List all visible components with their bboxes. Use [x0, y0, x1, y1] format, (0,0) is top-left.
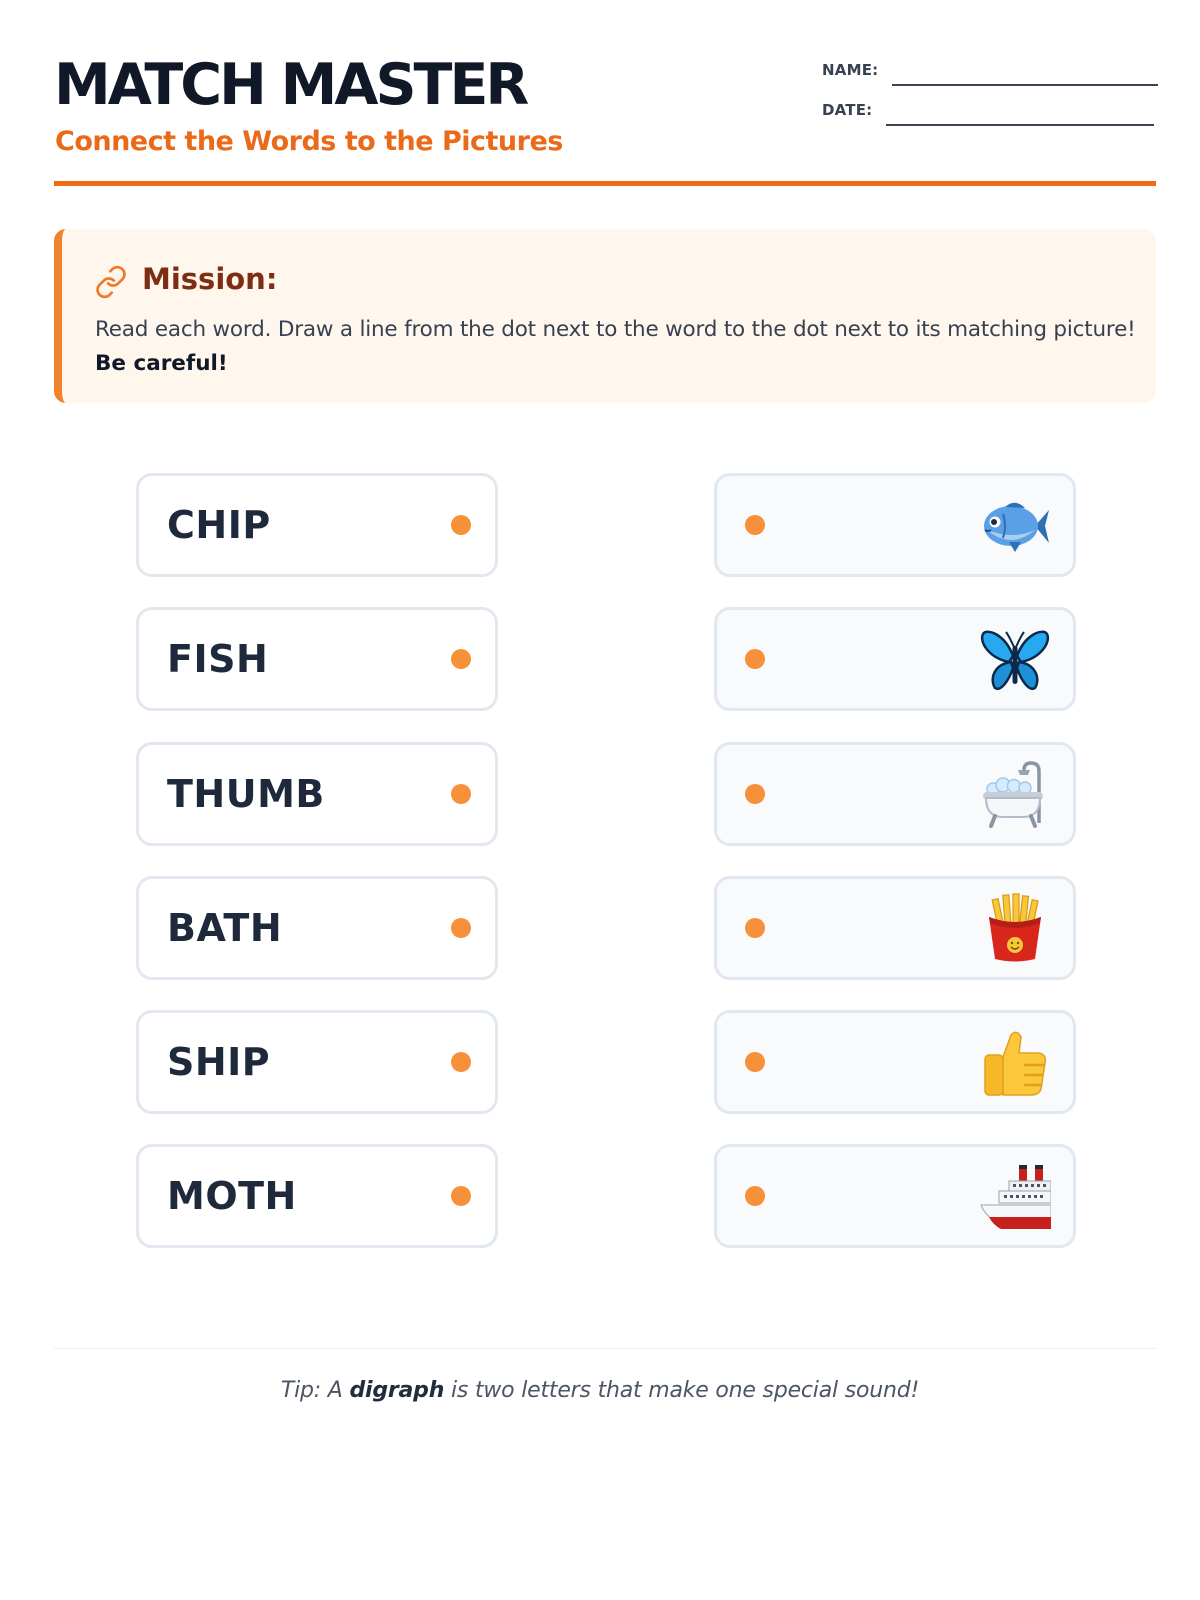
- mission-emphasis: Be careful!: [95, 351, 228, 376]
- word-card-fish: [136, 607, 498, 711]
- date-label: DATE:: [822, 101, 873, 119]
- date-line[interactable]: [886, 124, 1154, 126]
- word-dot[interactable]: [451, 515, 471, 535]
- picture-card-bathtub: [714, 742, 1076, 846]
- name-label: NAME:: [822, 61, 879, 79]
- word-label: MOTH: [167, 1174, 297, 1218]
- picture-dot[interactable]: [745, 1052, 765, 1072]
- picture-dot[interactable]: [745, 1186, 765, 1206]
- mission-instructions: Read each word. Draw a line from the dot next to the word to the dot next to its matching picture!: [95, 317, 1136, 342]
- mission-box: [54, 229, 1156, 403]
- bathtub-icon: [979, 759, 1051, 831]
- word-label: SHIP: [167, 1040, 271, 1084]
- word-dot[interactable]: [451, 1052, 471, 1072]
- link-icon: [94, 265, 128, 299]
- picture-dot[interactable]: [745, 649, 765, 669]
- picture-card-thumbs-up: [714, 1010, 1076, 1114]
- picture-dot[interactable]: [745, 784, 765, 804]
- worksheet-title: MATCH MASTER: [54, 52, 527, 118]
- fish-icon: [979, 490, 1051, 562]
- footer-divider: [54, 1348, 1156, 1349]
- word-dot[interactable]: [451, 784, 471, 804]
- word-card-thumb: [136, 742, 498, 846]
- word-card-moth: [136, 1144, 498, 1248]
- picture-card-ship: [714, 1144, 1076, 1248]
- header-divider: [54, 181, 1156, 186]
- word-card-bath: [136, 876, 498, 980]
- ship-icon: [979, 1161, 1051, 1233]
- word-card-chip: [136, 473, 498, 577]
- word-label: FISH: [167, 637, 269, 681]
- tip-suffix: is two letters that make one special sound!: [444, 1378, 920, 1403]
- name-line[interactable]: [892, 84, 1158, 86]
- picture-dot[interactable]: [745, 515, 765, 535]
- word-label: CHIP: [167, 503, 271, 547]
- tip-prefix: Tip: A: [280, 1378, 350, 1403]
- word-dot[interactable]: [451, 649, 471, 669]
- word-label: BATH: [167, 906, 283, 950]
- picture-dot[interactable]: [745, 918, 765, 938]
- word-card-ship: [136, 1010, 498, 1114]
- picture-card-butterfly: [714, 607, 1076, 711]
- butterfly-icon: [979, 624, 1051, 696]
- word-label: THUMB: [167, 772, 325, 816]
- picture-card-fries: [714, 876, 1076, 980]
- tip-keyword: digraph: [349, 1378, 445, 1403]
- word-dot[interactable]: [451, 918, 471, 938]
- digraph-tip: [0, 1378, 1200, 1403]
- worksheet-subtitle: Connect the Words to the Pictures: [55, 126, 563, 157]
- mission-title: Mission:: [142, 262, 278, 296]
- word-dot[interactable]: [451, 1186, 471, 1206]
- thumbs-up-icon: [979, 1027, 1051, 1099]
- picture-card-fish: [714, 473, 1076, 577]
- fries-icon: [979, 893, 1051, 965]
